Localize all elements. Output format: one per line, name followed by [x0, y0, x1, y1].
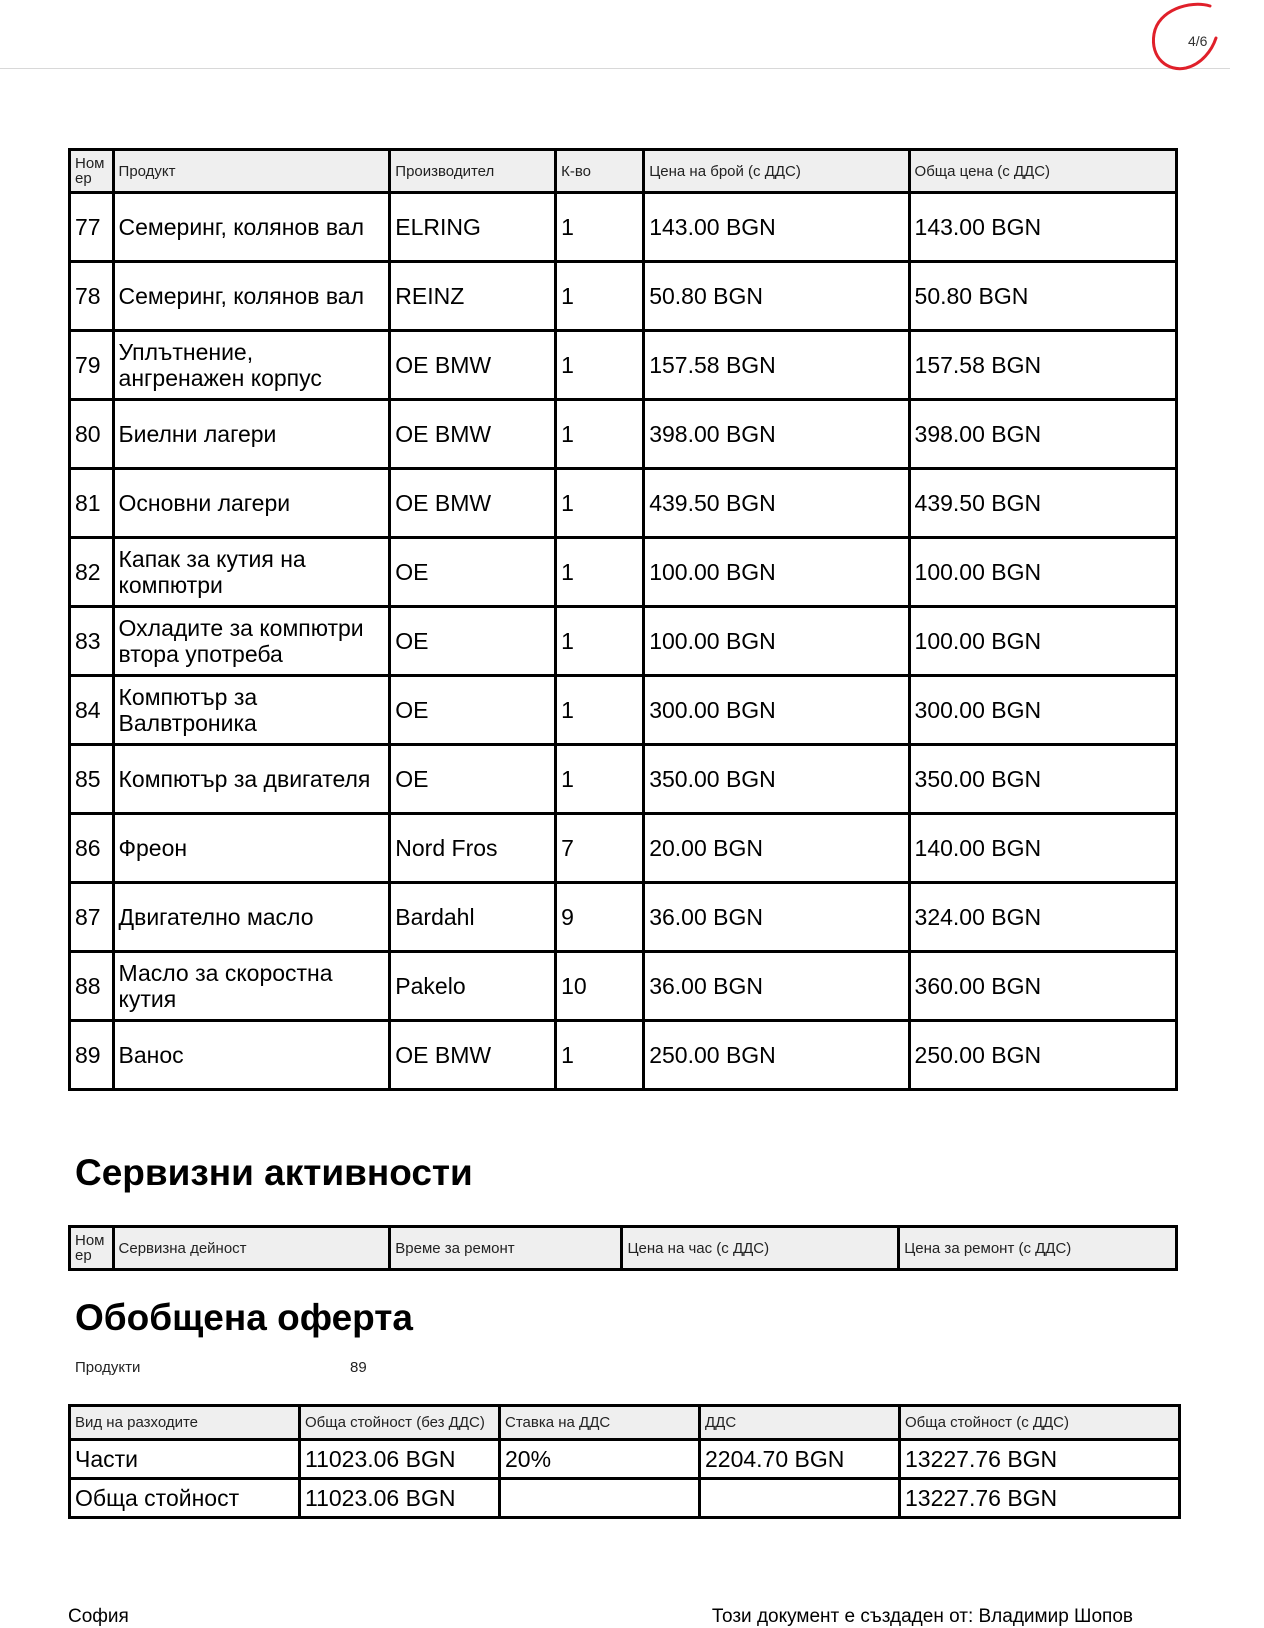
table-row — [70, 676, 1177, 745]
cell-unit-price: 36.00 BGN — [644, 883, 909, 952]
cell-total-price: 360.00 BGN — [909, 952, 1176, 1021]
cell-unit-price: 100.00 BGN — [644, 607, 909, 676]
cell-product: Основни лагери — [113, 469, 390, 538]
cell-total-price: 398.00 BGN — [909, 400, 1176, 469]
cell-quantity: 1 — [556, 469, 644, 538]
col-header-number: Ном ер — [70, 150, 114, 193]
cell-quantity: 7 — [556, 814, 644, 883]
col-header-repair-time: Време за ремонт — [390, 1227, 622, 1270]
cell-total-price: 100.00 BGN — [909, 607, 1176, 676]
cell-expense-type: Обща стойност — [70, 1479, 300, 1518]
products-count-value: 89 — [350, 1359, 367, 1376]
cell-manufacturer: OE — [390, 676, 556, 745]
cell-unit-price: 157.58 BGN — [644, 331, 909, 400]
cell-unit-price: 100.00 BGN — [644, 538, 909, 607]
cell-number: 78 — [70, 262, 114, 331]
table-row — [70, 469, 1177, 538]
cell-manufacturer: OE BMW — [390, 469, 556, 538]
cell-product: Семеринг, колянов вал — [113, 262, 390, 331]
cell-vat — [700, 1479, 900, 1518]
cell-number: 77 — [70, 193, 114, 262]
cell-vat: 2204.70 BGN — [700, 1440, 900, 1479]
col-header-product: Продукт — [113, 150, 390, 193]
cell-quantity: 1 — [556, 745, 644, 814]
cell-number: 86 — [70, 814, 114, 883]
cell-total-price: 100.00 BGN — [909, 538, 1176, 607]
cell-unit-price: 350.00 BGN — [644, 745, 909, 814]
col-header-net-total: Обща стойност (без ДДС) — [300, 1406, 500, 1440]
services-section-title: Сервизни активности — [75, 1152, 473, 1193]
footer-created-by: Този документ е създаден от: Владимир Шопов — [711, 1606, 1133, 1627]
table-row — [70, 1440, 1180, 1479]
cell-manufacturer: Pakelo — [390, 952, 556, 1021]
table-row — [70, 538, 1177, 607]
cell-total-price: 157.58 BGN — [909, 331, 1176, 400]
col-header-total-price: Обща цена (с ДДС) — [909, 150, 1176, 193]
cell-product: Биелни лагери — [113, 400, 390, 469]
cell-total-price: 143.00 BGN — [909, 193, 1176, 262]
cell-unit-price: 398.00 BGN — [644, 400, 909, 469]
cell-number: 85 — [70, 745, 114, 814]
cell-number: 88 — [70, 952, 114, 1021]
col-header-number: Ном ер — [70, 1227, 114, 1270]
table-row — [70, 745, 1177, 814]
cell-quantity: 10 — [556, 952, 644, 1021]
cell-manufacturer: Bardahl — [390, 883, 556, 952]
cell-quantity: 1 — [556, 262, 644, 331]
col-header-unit-price: Цена на брой (с ДДС) — [644, 150, 909, 193]
cell-product: Охладите за компютри втора употреба — [113, 607, 390, 676]
col-header-hourly-rate: Цена на час (с ДДС) — [622, 1227, 899, 1270]
products-table — [68, 148, 1178, 1091]
table-row — [70, 952, 1177, 1021]
cell-total-price: 324.00 BGN — [909, 883, 1176, 952]
cell-number: 79 — [70, 331, 114, 400]
cell-number: 84 — [70, 676, 114, 745]
cell-unit-price: 20.00 BGN — [644, 814, 909, 883]
cell-total-price: 350.00 BGN — [909, 745, 1176, 814]
table-row — [70, 193, 1177, 262]
cell-unit-price: 300.00 BGN — [644, 676, 909, 745]
cell-quantity: 1 — [556, 607, 644, 676]
cell-expense-type: Части — [70, 1440, 300, 1479]
table-row — [70, 1021, 1177, 1090]
table-row — [70, 814, 1177, 883]
cell-product: Уплътнение, ангренажен корпус — [113, 331, 390, 400]
col-header-activity: Сервизна дейност — [113, 1227, 390, 1270]
cell-quantity: 1 — [556, 538, 644, 607]
cell-total-price: 439.50 BGN — [909, 469, 1176, 538]
cell-vat-rate — [500, 1479, 700, 1518]
cell-net-total: 11023.06 BGN — [300, 1440, 500, 1479]
cell-unit-price: 143.00 BGN — [644, 193, 909, 262]
cell-manufacturer: OE BMW — [390, 400, 556, 469]
cell-manufacturer: OE — [390, 745, 556, 814]
cell-quantity: 1 — [556, 1021, 644, 1090]
cell-gross-total: 13227.76 BGN — [900, 1479, 1180, 1518]
summary-header-row — [70, 1406, 1180, 1440]
cell-total-price: 250.00 BGN — [909, 1021, 1176, 1090]
summary-table — [68, 1404, 1181, 1519]
col-header-quantity: К-во — [556, 150, 644, 193]
table-row — [70, 1479, 1180, 1518]
footer-city: София — [68, 1606, 129, 1627]
col-header-gross-total: Обща стойност (с ДДС) — [900, 1406, 1180, 1440]
summary-section-title: Обобщена оферта — [75, 1297, 413, 1338]
cell-number: 87 — [70, 883, 114, 952]
col-header-expense-type: Вид на разходите — [70, 1406, 300, 1440]
cell-total-price: 140.00 BGN — [909, 814, 1176, 883]
cell-manufacturer: OE — [390, 538, 556, 607]
cell-manufacturer: OE BMW — [390, 1021, 556, 1090]
cell-number: 80 — [70, 400, 114, 469]
cell-number: 82 — [70, 538, 114, 607]
cell-product: Семеринг, колянов вал — [113, 193, 390, 262]
cell-manufacturer: OE — [390, 607, 556, 676]
cell-unit-price: 36.00 BGN — [644, 952, 909, 1021]
cell-product: Фреон — [113, 814, 390, 883]
table-row — [70, 883, 1177, 952]
table-row — [70, 331, 1177, 400]
cell-manufacturer: ELRING — [390, 193, 556, 262]
services-header-row — [70, 1227, 1177, 1270]
cell-total-price: 50.80 BGN — [909, 262, 1176, 331]
cell-number: 89 — [70, 1021, 114, 1090]
cell-quantity: 9 — [556, 883, 644, 952]
table-row — [70, 262, 1177, 331]
cell-number: 81 — [70, 469, 114, 538]
cell-unit-price: 439.50 BGN — [644, 469, 909, 538]
cell-product: Компютър за двигателя — [113, 745, 390, 814]
table-row — [70, 400, 1177, 469]
cell-product: Масло за скоростна кутия — [113, 952, 390, 1021]
table-row — [70, 607, 1177, 676]
cell-gross-total: 13227.76 BGN — [900, 1440, 1180, 1479]
cell-quantity: 1 — [556, 400, 644, 469]
cell-manufacturer: OE BMW — [390, 331, 556, 400]
cell-product: Компютър за Валвтроника — [113, 676, 390, 745]
cell-unit-price: 250.00 BGN — [644, 1021, 909, 1090]
page-indicator: 4/6 — [1188, 33, 1208, 49]
cell-quantity: 1 — [556, 193, 644, 262]
products-count-label: Продукти — [75, 1359, 141, 1376]
page-circle-annotation — [1150, 0, 1220, 76]
cell-product: Двигателно масло — [113, 883, 390, 952]
cell-quantity: 1 — [556, 331, 644, 400]
cell-total-price: 300.00 BGN — [909, 676, 1176, 745]
cell-quantity: 1 — [556, 676, 644, 745]
cell-manufacturer: Nord Fros — [390, 814, 556, 883]
col-header-vat-rate: Ставка на ДДС — [500, 1406, 700, 1440]
col-header-manufacturer: Производител — [390, 150, 556, 193]
cell-unit-price: 50.80 BGN — [644, 262, 909, 331]
cell-manufacturer: REINZ — [390, 262, 556, 331]
col-header-repair-price: Цена за ремонт (с ДДС) — [899, 1227, 1177, 1270]
top-divider — [0, 68, 1230, 69]
cell-product: Капак за кутия на компютри — [113, 538, 390, 607]
cell-vat-rate: 20% — [500, 1440, 700, 1479]
services-table — [68, 1225, 1178, 1271]
col-header-vat: ДДС — [700, 1406, 900, 1440]
cell-net-total: 11023.06 BGN — [300, 1479, 500, 1518]
cell-product: Ванос — [113, 1021, 390, 1090]
cell-number: 83 — [70, 607, 114, 676]
products-header-row — [70, 150, 1177, 193]
